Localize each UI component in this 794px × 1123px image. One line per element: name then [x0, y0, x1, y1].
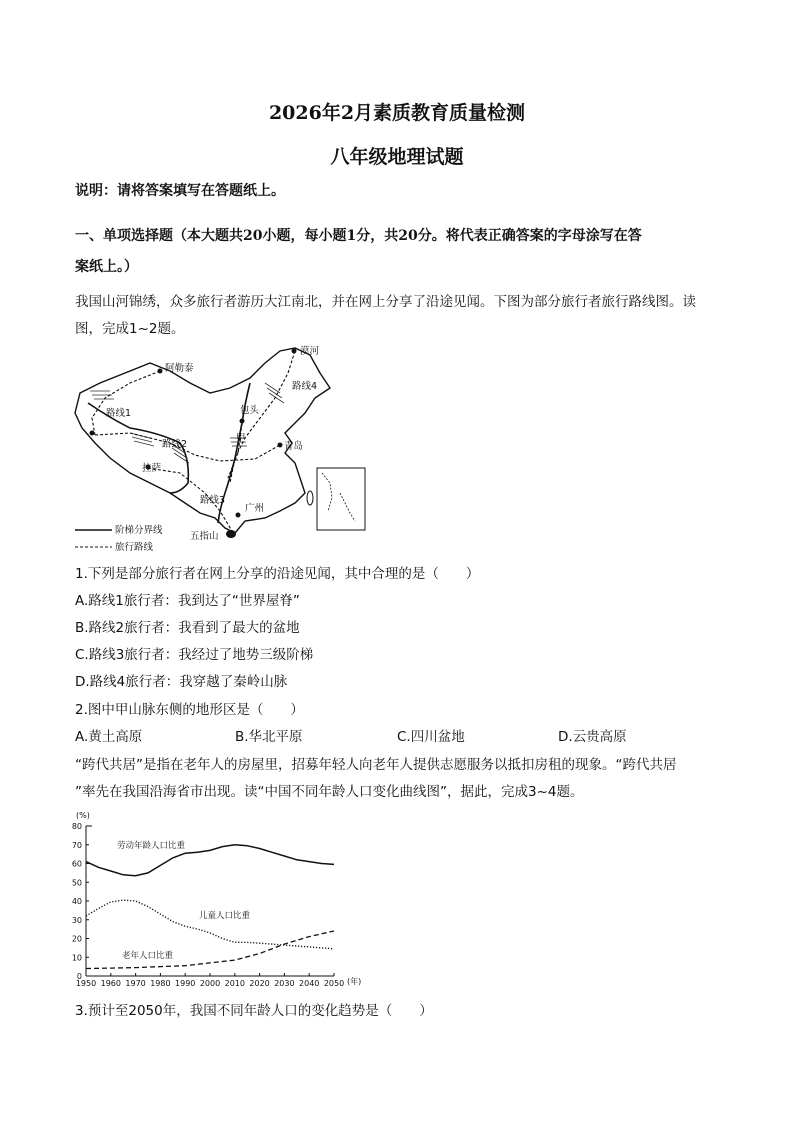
- q2-option-d: D.云贵高原: [558, 729, 627, 745]
- travel-routes: [92, 351, 295, 531]
- population-chart: [62, 808, 382, 993]
- south-china-sea-inset: [317, 468, 365, 530]
- series-label-children: 儿童人口比重: [199, 911, 251, 921]
- legend-step-label: 阶梯分界线: [115, 525, 163, 536]
- series-label-elderly: 老年人口比重: [122, 951, 174, 961]
- y-tick-label: 80: [71, 822, 82, 831]
- y-tick-label: 10: [71, 953, 82, 963]
- label-route2: 路线2: [162, 439, 188, 450]
- taiwan-island: [307, 491, 313, 505]
- intro2-line2: ”率先在我国沿海省市出现。读“中国不同年龄人口变化曲线图”，据此，完成3~4题。: [75, 784, 584, 800]
- x-tick-label: 2050: [323, 979, 345, 988]
- hainan-island: [226, 530, 236, 538]
- baotou-dot: [240, 419, 245, 424]
- x-tick-label: 2040: [299, 979, 320, 988]
- label-guangzhou: 广州: [245, 503, 265, 514]
- q2-stem: 2.图中甲山脉东侧的地形区是（ ）: [75, 702, 304, 718]
- y-tick-label: 0: [76, 972, 82, 981]
- series-label-working: 劳动年龄人口比重: [117, 841, 186, 851]
- q1-option-c: C.路线3旅行者：我经过了地势三级阶梯: [75, 647, 314, 663]
- x-tick-label: 2020: [249, 979, 270, 988]
- route1-dot: [90, 431, 95, 436]
- x-tick-label: 1980: [150, 979, 171, 988]
- q2-option-a: A.黄土高原: [75, 729, 143, 745]
- intro1-line2: 图，完成1~2题。: [75, 321, 185, 337]
- q2-option-b: B.华北平原: [235, 729, 303, 745]
- x-tick-label: 1960: [100, 979, 121, 988]
- q1-option-d: D.路线4旅行者：我穿越了秦岭山脉: [75, 674, 288, 690]
- q1-stem: 1.下列是部分旅行者在网上分享的沿途见闻，其中合理的是（ ）: [75, 566, 480, 582]
- label-qingdao: 青岛: [284, 441, 304, 452]
- page-subtitle: 八年级地理试题: [330, 146, 464, 168]
- route4-path: [230, 351, 295, 483]
- y-tick-label: 60: [71, 859, 82, 869]
- altay-dot: [158, 369, 163, 374]
- section-heading-line1: 一、单项选择题（本大题共20小题，每小题1分，共20分。将代表正确答案的字母涂写在答: [75, 228, 642, 244]
- chart-xlabel: (年): [347, 977, 362, 986]
- y-tick-label: 20: [71, 934, 82, 944]
- y-tick-label: 50: [71, 878, 82, 888]
- series-line-2: [86, 931, 334, 969]
- guangzhou-dot: [236, 513, 241, 518]
- exam-note: 说明：请将答案填写在答题纸上。: [75, 183, 285, 199]
- q1-option-a: A.路线1旅行者：我到达了“世界屋脊”: [75, 593, 300, 609]
- travel-route-map: [70, 343, 370, 558]
- label-route3: 路线3: [200, 495, 226, 506]
- y-tick-label: 70: [71, 840, 82, 850]
- label-lhasa: 拉萨: [142, 463, 162, 474]
- page-title: 2026年2月素质教育质量检测: [268, 102, 526, 124]
- q1-option-b: B.路线2旅行者：我看到了最大的盆地: [75, 620, 300, 636]
- q2-option-c: C.四川盆地: [397, 729, 465, 745]
- qingdao-dot: [278, 443, 283, 448]
- y-tick-label: 40: [71, 897, 82, 906]
- label-altay: 阿勒泰: [165, 363, 194, 374]
- x-tick-label: 2000: [199, 979, 221, 988]
- route2-path: [95, 433, 280, 461]
- q3-stem: 3.预计至2050年，我国不同年龄人口的变化趋势是（ ）: [75, 1003, 433, 1019]
- x-tick-label: 1950: [75, 979, 97, 988]
- series-line-1: [86, 900, 334, 949]
- label-jia: 甲: [236, 433, 246, 444]
- label-baotou: 包头: [240, 405, 260, 416]
- y-tick-label: 30: [71, 915, 82, 925]
- x-tick-label: 2030: [274, 979, 295, 988]
- x-tick-label: 1970: [125, 979, 146, 988]
- label-wuzhishan: 五指山: [190, 531, 219, 542]
- chart-ylabel: (%): [76, 811, 90, 820]
- label-mohe: 漠河: [300, 346, 320, 357]
- mohe-dot: [292, 349, 297, 354]
- intro1-line1: 我国山河锦绣，众多旅行者游历大江南北，并在网上分享了沿途见闻。下图为部分旅行者旅行路线图。读: [75, 294, 696, 310]
- label-route1: 路线1: [106, 408, 132, 419]
- label-route4: 路线4: [292, 381, 318, 392]
- section-heading-line2: 案纸上。）: [75, 259, 138, 275]
- x-tick-label: 2010: [224, 979, 245, 988]
- x-tick-label: 1990: [175, 979, 196, 988]
- intro2-line1: “跨代共居”是指在老年人的房屋里，招募年轻人向老年人提供志愿服务以抵扣房租的现象。“跨代共居: [75, 757, 677, 773]
- legend-route-label: 旅行路线: [115, 542, 154, 553]
